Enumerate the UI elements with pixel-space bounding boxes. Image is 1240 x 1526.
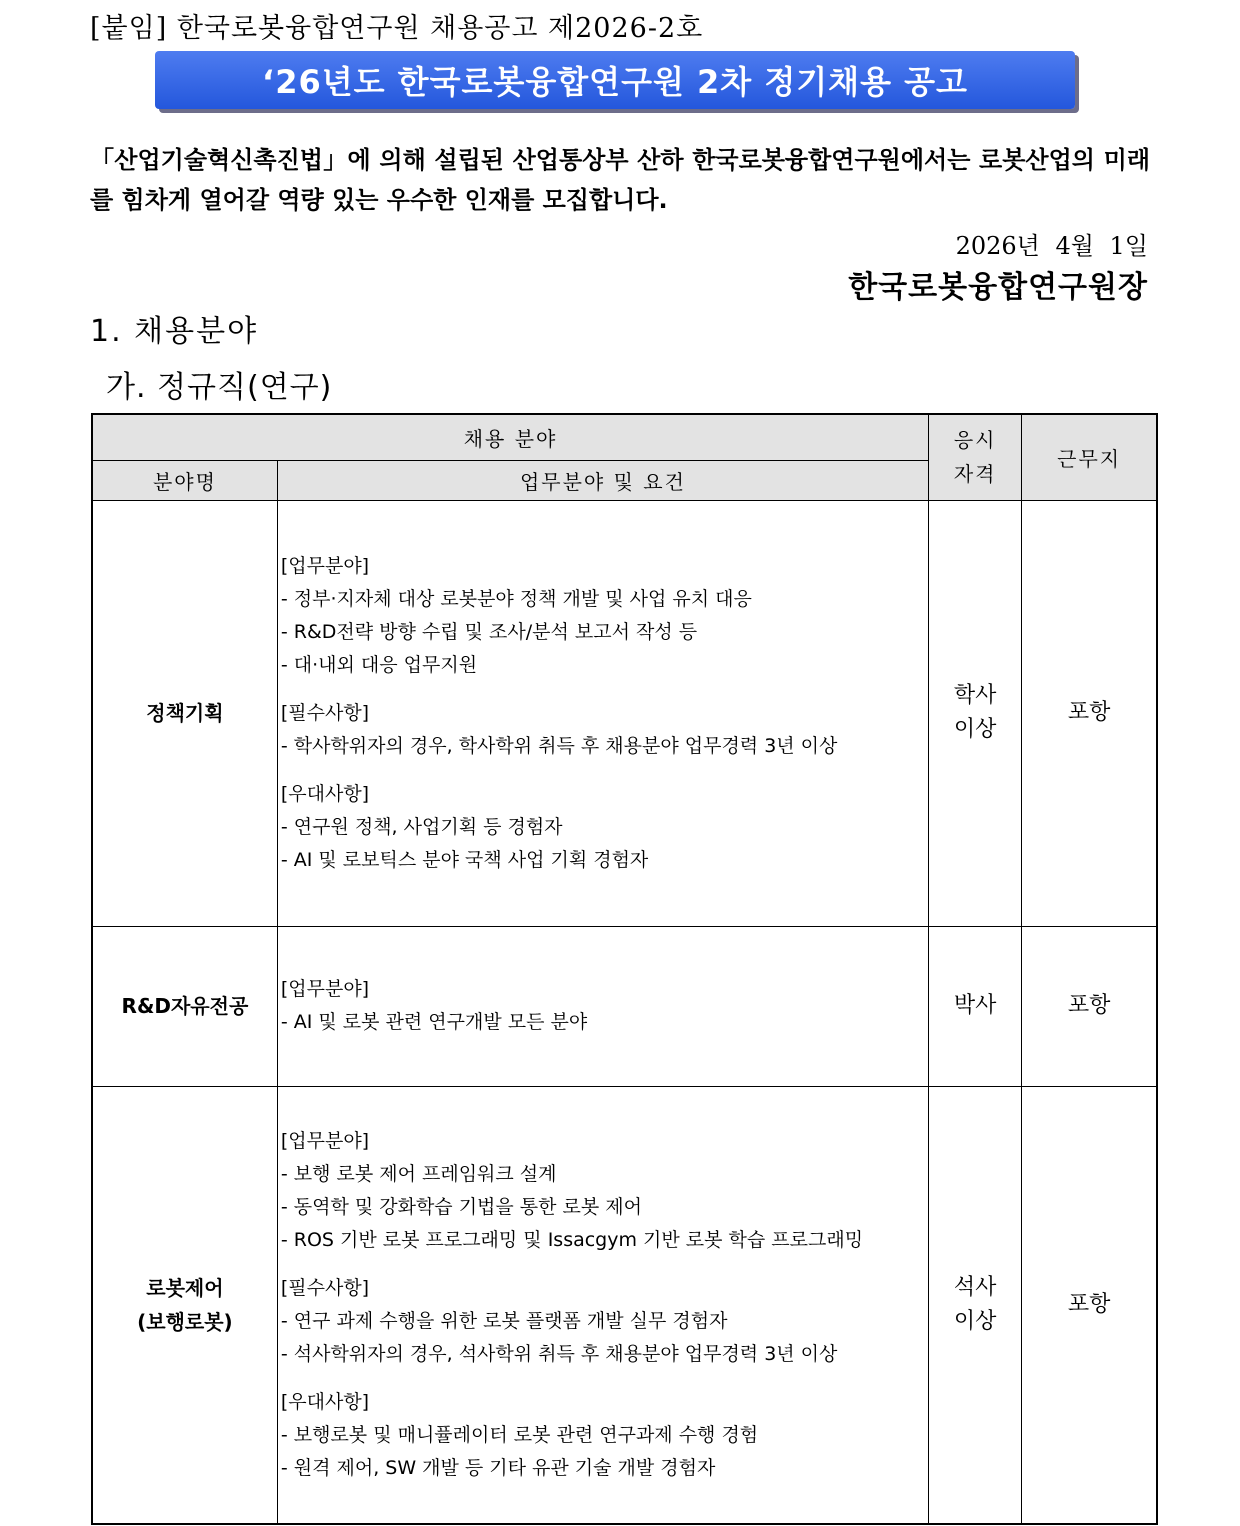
duty-item: - AI 및 로봇 관련 연구개발 모든 분야 <box>280 1011 588 1033</box>
intro-paragraph: 「산업기술혁신촉진법」에 의해 설립된 산업통상부 산하 한국로봇융합연구원에서는 로봇산업의 미래를 힘차게 열어갈 역량 있는 우수한 인재를 모집합니다. <box>90 146 1150 214</box>
table-row <box>92 1086 1157 1524</box>
duty-section <box>281 1386 928 1485</box>
title-banner <box>155 51 1075 109</box>
duty-item: - 연구 과제 수행을 위한 로봇 플랫폼 개발 실무 경험자 <box>280 1309 728 1332</box>
duty-item: - 원격 제어, SW 개발 등 기타 유관 기술 개발 경험자 <box>280 1456 716 1479</box>
duty-section-title: [우대사항] <box>280 1390 370 1413</box>
duty-section <box>281 1125 928 1257</box>
duty-item: - 보행 로봇 제어 프레임워크 설계 <box>280 1162 557 1185</box>
duty-section <box>281 1272 928 1371</box>
qualification-line: 학사 <box>953 683 997 708</box>
field-name-cell <box>92 500 277 926</box>
duty-section <box>281 973 928 1039</box>
section-heading: 1. 채용분야 <box>90 314 259 349</box>
duties-cell <box>277 926 928 1086</box>
duty-section-title: [업무분야] <box>280 978 370 1000</box>
header-qualification-line: 자격 <box>953 462 997 487</box>
duty-item: - AI 및 로보틱스 분야 국책 사업 기획 경험자 <box>280 848 649 871</box>
field-name-line: 로봇제어 <box>146 1275 224 1300</box>
duty-item: - 학사학위자의 경우, 학사학위 취득 후 채용분야 업무경력 3년 이상 <box>280 734 838 757</box>
duty-section-title: [필수사항] <box>280 1276 370 1299</box>
qualification-cell <box>929 500 1022 926</box>
duty-item: - 동역학 및 강화학습 기법을 통한 로봇 제어 <box>280 1195 642 1218</box>
header-duties: 업무분야 및 요건 <box>277 460 928 500</box>
header-qualification <box>929 414 1022 500</box>
duty-section-title: [우대사항] <box>280 782 370 805</box>
location-cell: 포항 <box>1022 1086 1157 1524</box>
duties-cell <box>277 500 928 926</box>
duty-item: - 연구원 정책, 사업기획 등 경험자 <box>280 815 563 838</box>
field-name-line: (보행로봇) <box>137 1309 233 1334</box>
location-cell: 포항 <box>1022 926 1157 1086</box>
duty-section <box>281 697 928 763</box>
banner-title: ‘26년도 한국로봇융합연구원 2차 정기채용 공고 <box>262 63 968 101</box>
issuer-name: 한국로봇융합연구원장 <box>848 270 1148 305</box>
qualification-line: 이상 <box>953 717 997 742</box>
duty-item: - 보행로봇 및 매니퓰레이터 로봇 관련 연구과제 수행 경험 <box>280 1423 759 1446</box>
duty-item: - 대·내외 대응 업무지원 <box>280 653 478 676</box>
header-field-name: 분야명 <box>92 460 277 500</box>
duty-item: - 석사학위자의 경우, 석사학위 취득 후 채용분야 업무경력 3년 이상 <box>280 1342 838 1365</box>
announcement-date: 2026년 4월 1일 <box>955 232 1148 260</box>
field-name-line: R&D자유전공 <box>121 994 249 1018</box>
field-name-cell <box>92 1086 277 1524</box>
duty-section-title: [필수사항] <box>280 701 370 724</box>
duty-item: - ROS 기반 로봇 프로그래밍 및 Issacgym 기반 로봇 학습 프로그래밍 <box>280 1228 864 1251</box>
table-row <box>92 926 1157 1086</box>
header-qualification-line: 응시 <box>953 428 997 453</box>
recruitment-table <box>91 413 1158 1525</box>
header-recruit-field: 채용 분야 <box>92 414 929 460</box>
duty-section-title: [업무분야] <box>280 554 370 577</box>
qualification-line: 박사 <box>953 993 997 1018</box>
subsection-heading: 가. 정규직(연구) <box>106 370 333 405</box>
field-name-line: 정책기획 <box>146 701 224 725</box>
notice-reference: [붙임] 한국로봇융합연구원 채용공고 제2026-2호 <box>90 13 704 44</box>
duty-section <box>281 550 928 682</box>
duty-item: - 정부·지자체 대상 로봇분야 정책 개발 및 사업 유치 대응 <box>280 587 752 610</box>
location-cell: 포항 <box>1022 500 1157 926</box>
duty-section-title: [업무분야] <box>280 1129 370 1152</box>
qualification-line: 이상 <box>953 1308 997 1334</box>
duty-item: - R&D전략 방향 수립 및 조사/분석 보고서 작성 등 <box>280 620 698 643</box>
table-row <box>92 500 1157 926</box>
duty-section <box>281 778 928 877</box>
qualification-line: 석사 <box>953 1274 997 1300</box>
header-location: 근무지 <box>1022 414 1157 500</box>
qualification-cell <box>929 926 1022 1086</box>
qualification-cell <box>929 1086 1022 1524</box>
field-name-cell <box>92 926 277 1086</box>
duties-cell <box>277 1086 928 1524</box>
